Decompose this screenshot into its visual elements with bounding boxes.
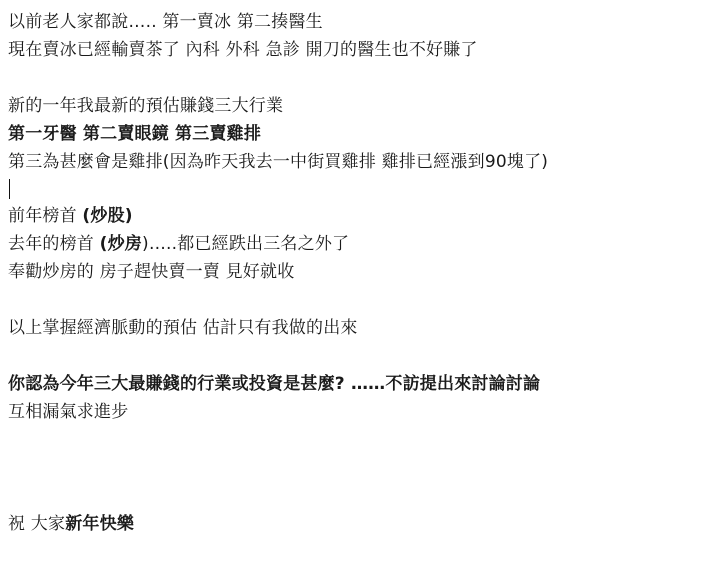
text-run-bold: 第一牙醫 第二賣眼鏡 第三賣雞排 xyxy=(8,124,262,144)
text-run-bold: 你認為今年三大最賺錢的行業或投資是甚麼? …… xyxy=(8,374,386,394)
paragraph-line xyxy=(8,510,710,538)
text-run-bold: (炒股) xyxy=(82,206,133,226)
blank-line xyxy=(8,482,710,510)
text-run-bold: (炒房 xyxy=(99,234,142,254)
paragraph-line xyxy=(8,8,710,36)
text-run: 前年榜首 xyxy=(8,206,83,226)
blank-line xyxy=(8,426,710,454)
text-run-bold: 不訪提出來討論討論 xyxy=(385,374,541,394)
paragraph-line xyxy=(8,148,710,176)
paragraph-line xyxy=(8,370,710,398)
text-cursor[interactable] xyxy=(8,176,710,202)
paragraph-line xyxy=(8,230,710,258)
blank-line xyxy=(8,286,710,314)
paragraph-line xyxy=(8,92,710,120)
text-run: 祝 大家 xyxy=(8,514,66,534)
text-run: 去年的榜首 xyxy=(8,234,100,254)
blank-line xyxy=(8,64,710,92)
blank-line xyxy=(8,342,710,370)
caret-icon xyxy=(9,179,10,199)
paragraph-line xyxy=(8,398,710,426)
document-lines xyxy=(8,8,710,538)
text-run: 互相漏氣求進步 xyxy=(8,402,129,422)
text-run: 新的一年我最新的預估賺錢三大行業 xyxy=(8,96,284,116)
paragraph-line xyxy=(8,202,710,230)
text-run: 以前老人家都說….. 第一賣冰 第二揍醫生 xyxy=(8,12,323,32)
text-run: 奉勸炒房的 房子趕快賣一賣 見好就收 xyxy=(8,262,295,282)
paragraph-line xyxy=(8,314,710,342)
text-run: 第三為甚麼會是雞排(因為昨天我去一中街買雞排 雞排已經漲到90塊了) xyxy=(8,152,549,172)
text-run: 以上掌握經濟脈動的預估 估計只有我做的出來 xyxy=(8,318,358,338)
paragraph-line xyxy=(8,258,710,286)
paragraph-line xyxy=(8,36,710,64)
text-run-bold: 新年快樂 xyxy=(65,514,135,534)
paragraph-line xyxy=(8,120,710,148)
text-run: 現在賣冰已經輸賣茶了 內科 外科 急診 開刀的醫生也不好賺了 xyxy=(8,40,478,60)
text-run: )…..都已經跌出三名之外了 xyxy=(141,234,350,254)
blank-line xyxy=(8,454,710,482)
